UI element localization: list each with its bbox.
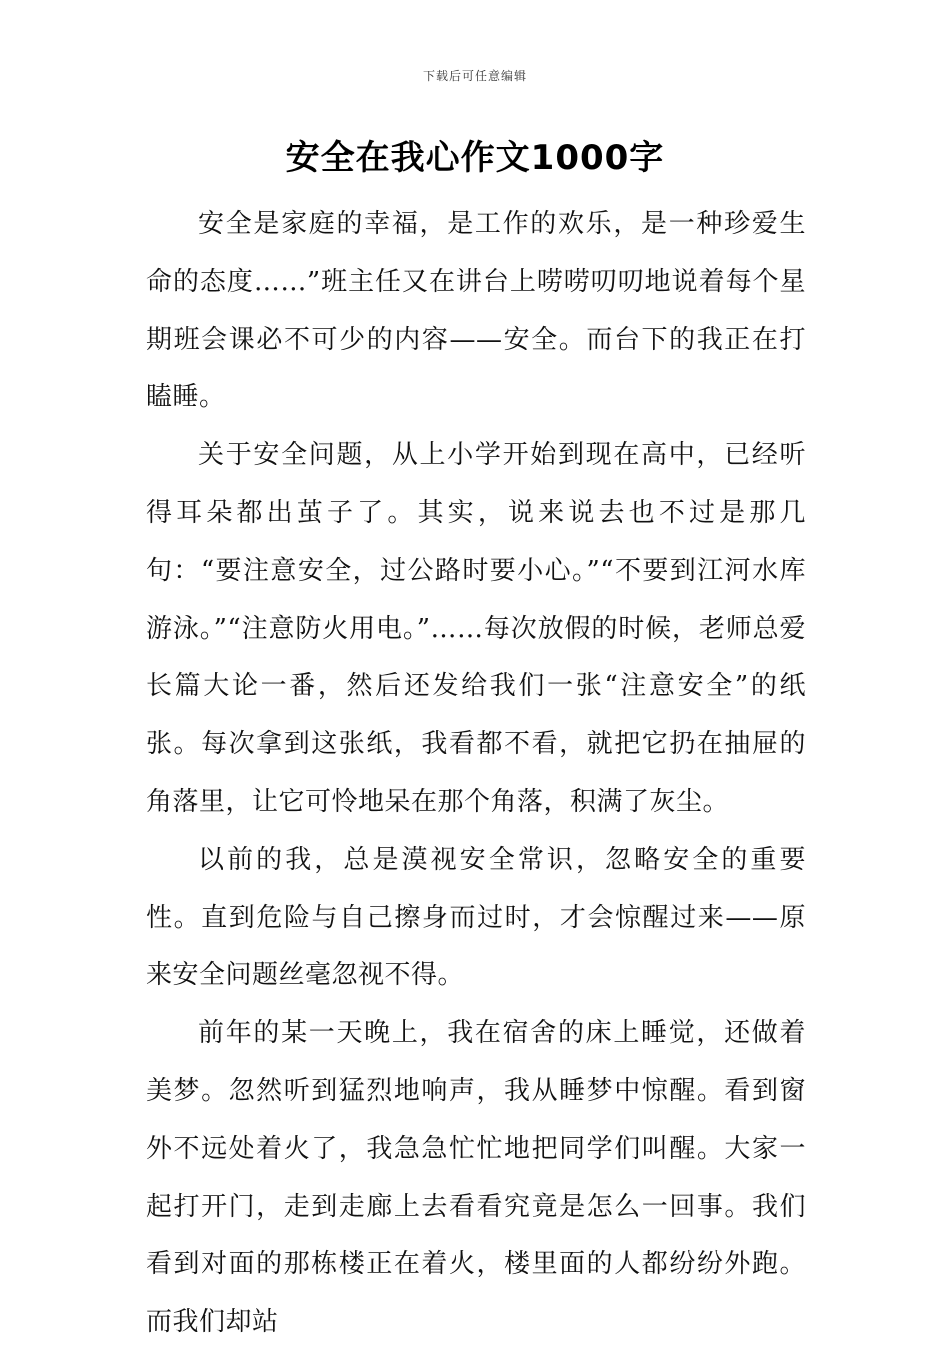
- header-note: 下载后可任意编辑: [422, 69, 527, 83]
- document-title: 安全在我心作文1000字: [285, 138, 665, 178]
- paragraph: 安全是家庭的幸福，是工作的欢乐，是一种珍爱生命的态度……”班主任又在讲台上唠唠叨叨地说着每个星期班会课必不可少的内容——安全。而台下的我正在打瞌睡。: [146, 209, 806, 413]
- paragraph: 前年的某一天晚上，我在宿舍的床上睡觉，还做着美梦。忽然听到猛烈地响声，我从睡梦中惊醒。看到窗外不远处着火了，我急急忙忙地把同学们叫醒。大家一起打开门，走到走廊上去看看究竟是怎么一回事。我们看到对面的那栋楼正在着火，楼里面的人都纷纷外跑。而我们却站: [146, 1018, 806, 1338]
- paragraph: 关于安全问题，从上小学开始到现在高中，已经听得耳朵都出茧子了。其实，说来说去也不过是那几句：“要注意安全，过公路时要小心。”“不要到江河水库游泳。”“注意防火用电。”……每次放假的时候，老师总爱长篇大论一番，然后还发给我们一张“注意安全”的纸张。每次拿到这张纸，我看都不看，就把它扔在抽屉的角落里，让它可怜地呆在那个角落，积满了灰尘。: [146, 440, 806, 817]
- paragraph: 以前的我，总是漠视安全常识，忽略安全的重要性。直到危险与自己擦身而过时，才会惊醒过来——原来安全问题丝毫忽视不得。: [146, 844, 806, 991]
- essay-body: [146, 196, 806, 1352]
